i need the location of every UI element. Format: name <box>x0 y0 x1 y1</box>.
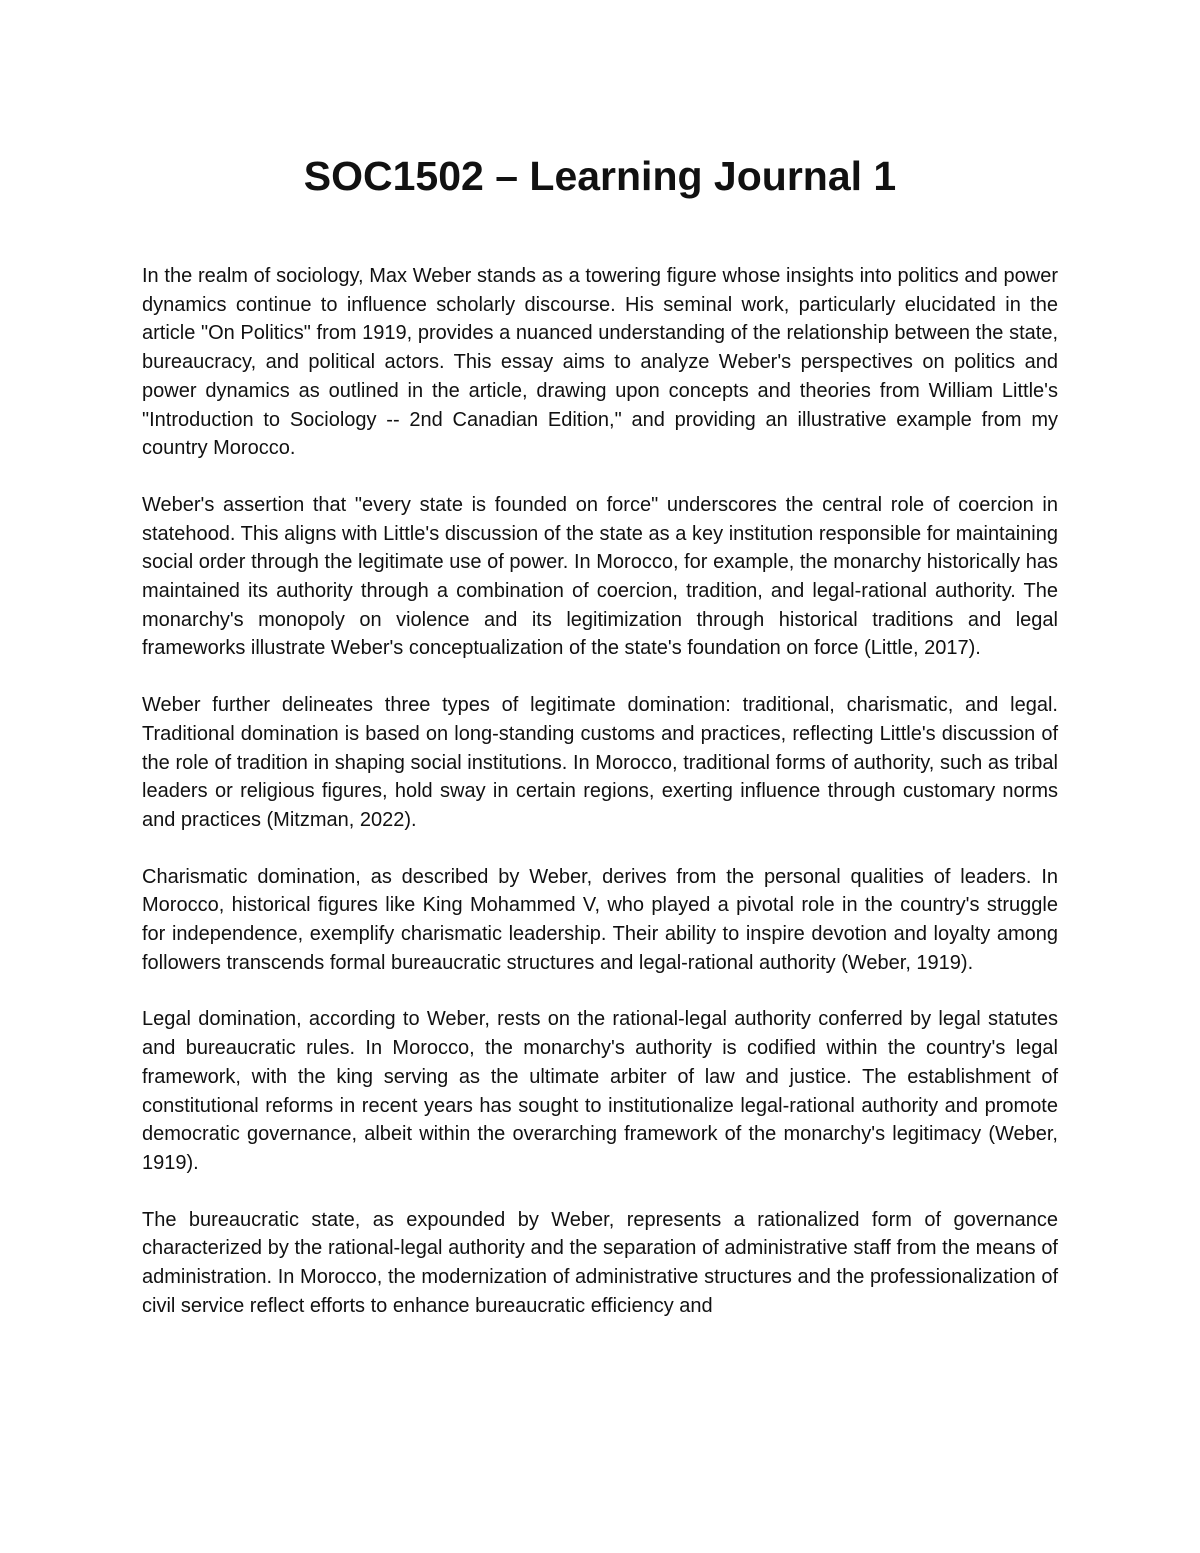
paragraph-traditional-domination: Weber further delineates three types of legitimate domination: traditional, charismatic, and legal. Traditional domination is based on long-standing customs and practices, reflecting Little's discussion of the role of tradition in shaping social institutions. In Morocco, traditional forms of authority, such as tribal leaders or religious figures, hold sway in certain regions, exerting influence through customary norms and practices (Mitzman, 2022). <box>142 694 1058 831</box>
document-title: SOC1502 – Learning Journal 1 <box>303 153 897 199</box>
paragraph-bureaucratic-state: The bureaucratic state, as expounded by Weber, represents a rationalized form of governance characterized by the rational-legal authority and the separation of administrative staff from the means of administration. In Morocco, the modernization of administrative structures and the professionalization of civil service reflect efforts to enhance bureaucratic efficiency and <box>142 1208 1058 1317</box>
paragraph-charismatic-domination: Charismatic domination, as described by Weber, derives from the personal qualities of leaders. In Morocco, historical figures like King Mohammed V, who played a pivotal role in the country's struggle for independence, exemplify charismatic leadership. Their ability to inspire devotion and loyalty among followers transcends formal bureaucratic structures and legal-rational authority (Weber, 1919). <box>142 865 1058 974</box>
document-body <box>142 262 1058 1349</box>
paragraph-force: Weber's assertion that "every state is founded on force" underscores the central role of coercion in statehood. This aligns with Little's discussion of the state as a key institution responsible for maintaining social order through the legitimate use of power. In Morocco, for example, the monarchy historically has maintained its authority through a combination of coercion, tradition, and legal-rational authority. The monarchy's monopoly on violence and its legitimization through historical traditions and legal frameworks illustrate Weber's conceptualization of the state's foundation on force (Little, 2017). <box>142 493 1058 660</box>
paragraph-legal-domination: Legal domination, according to Weber, rests on the rational-legal authority conferred by legal statutes and bureaucratic rules. In Morocco, the monarchy's authority is codified within the country's legal framework, with the king serving as the ultimate arbiter of law and justice. The establishment of constitutional reforms in recent years has sought to institutionalize legal-rational authority and promote democratic governance, albeit within the overarching framework of the monarchy's legitimacy (Weber, 1919). <box>142 1008 1058 1174</box>
paragraph-intro: In the realm of sociology, Max Weber stands as a towering figure whose insights into politics and power dynamics continue to influence scholarly discourse. His seminal work, particularly elucidated in the article "On Politics" from 1919, provides a nuanced understanding of the relationship between the state, bureaucracy, and political actors. This essay aims to analyze Weber's perspectives on politics and power dynamics as outlined in the article, drawing upon concepts and theories from William Little's "Introduction to Sociology -- 2nd Canadian Edition," and providing an illustrative example from my country Morocco. <box>142 265 1058 460</box>
